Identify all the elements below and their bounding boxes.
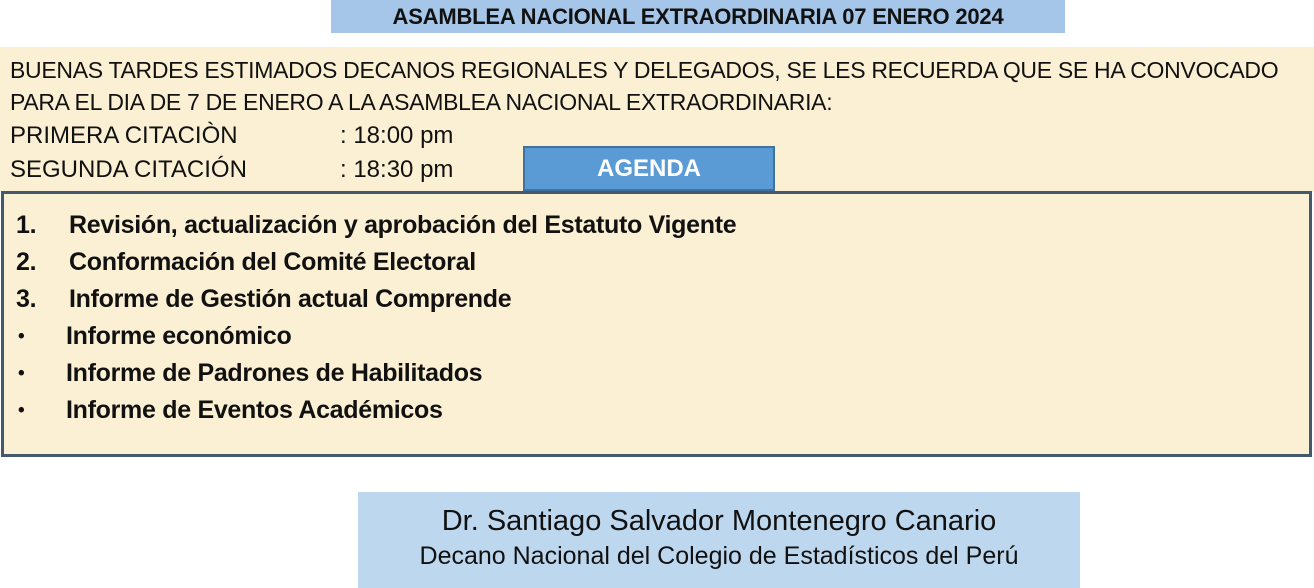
agenda-bullet-item <box>4 392 1309 429</box>
signature-name: Dr. Santiago Salvador Montenegro Canario <box>441 505 997 537</box>
item-number: 3. <box>16 285 37 313</box>
bullet-icon: • <box>18 325 25 347</box>
agenda-list-item <box>4 281 1309 318</box>
notice-line-2: PARA EL DIA DE 7 DE ENERO A LA ASAMBLEA NACIONAL EXTRAORDINARIA: <box>10 89 833 115</box>
agenda-button-label: AGENDA <box>596 154 701 182</box>
bullet-icon: • <box>18 399 25 421</box>
bullet-text: Informe de Eventos Académicos <box>66 396 443 424</box>
agenda-button <box>523 146 775 191</box>
citation-time: : 18:30 pm <box>340 155 454 183</box>
agenda-list-item <box>4 244 1309 281</box>
citation-label: PRIMERA CITACIÒN <box>10 121 238 149</box>
item-text: Conformación del Comité Electoral <box>69 248 476 276</box>
title-banner <box>331 0 1065 33</box>
agenda-bullet-item <box>4 355 1309 392</box>
agenda-box <box>1 191 1312 457</box>
bullet-text: Informe económico <box>66 322 292 350</box>
item-number: 2. <box>16 248 37 276</box>
agenda-bullet-item <box>4 318 1309 355</box>
notice-line-1: BUENAS TARDES ESTIMADOS DECANOS REGIONALES Y DELEGADOS, SE LES RECUERDA QUE SE HA CONVOCADO <box>10 57 1279 83</box>
title-text: ASAMBLEA NACIONAL EXTRAORDINARIA 07 ENERO 2024 <box>392 3 1004 29</box>
bullet-text: Informe de Padrones de Habilitados <box>66 359 483 387</box>
item-text: Informe de Gestión actual Comprende <box>69 285 512 313</box>
signature-title: Decano Nacional del Colegio de Estadísticos del Perú <box>419 542 1019 570</box>
item-number: 1. <box>16 211 37 239</box>
citation-time: : 18:00 pm <box>340 121 454 149</box>
citation-label: SEGUNDA CITACIÓN <box>10 155 247 183</box>
signature-box <box>358 492 1080 588</box>
bullet-icon: • <box>18 362 25 384</box>
agenda-list-item <box>4 207 1309 244</box>
item-text: Revisión, actualización y aprobación del Estatuto Vigente <box>69 211 737 239</box>
